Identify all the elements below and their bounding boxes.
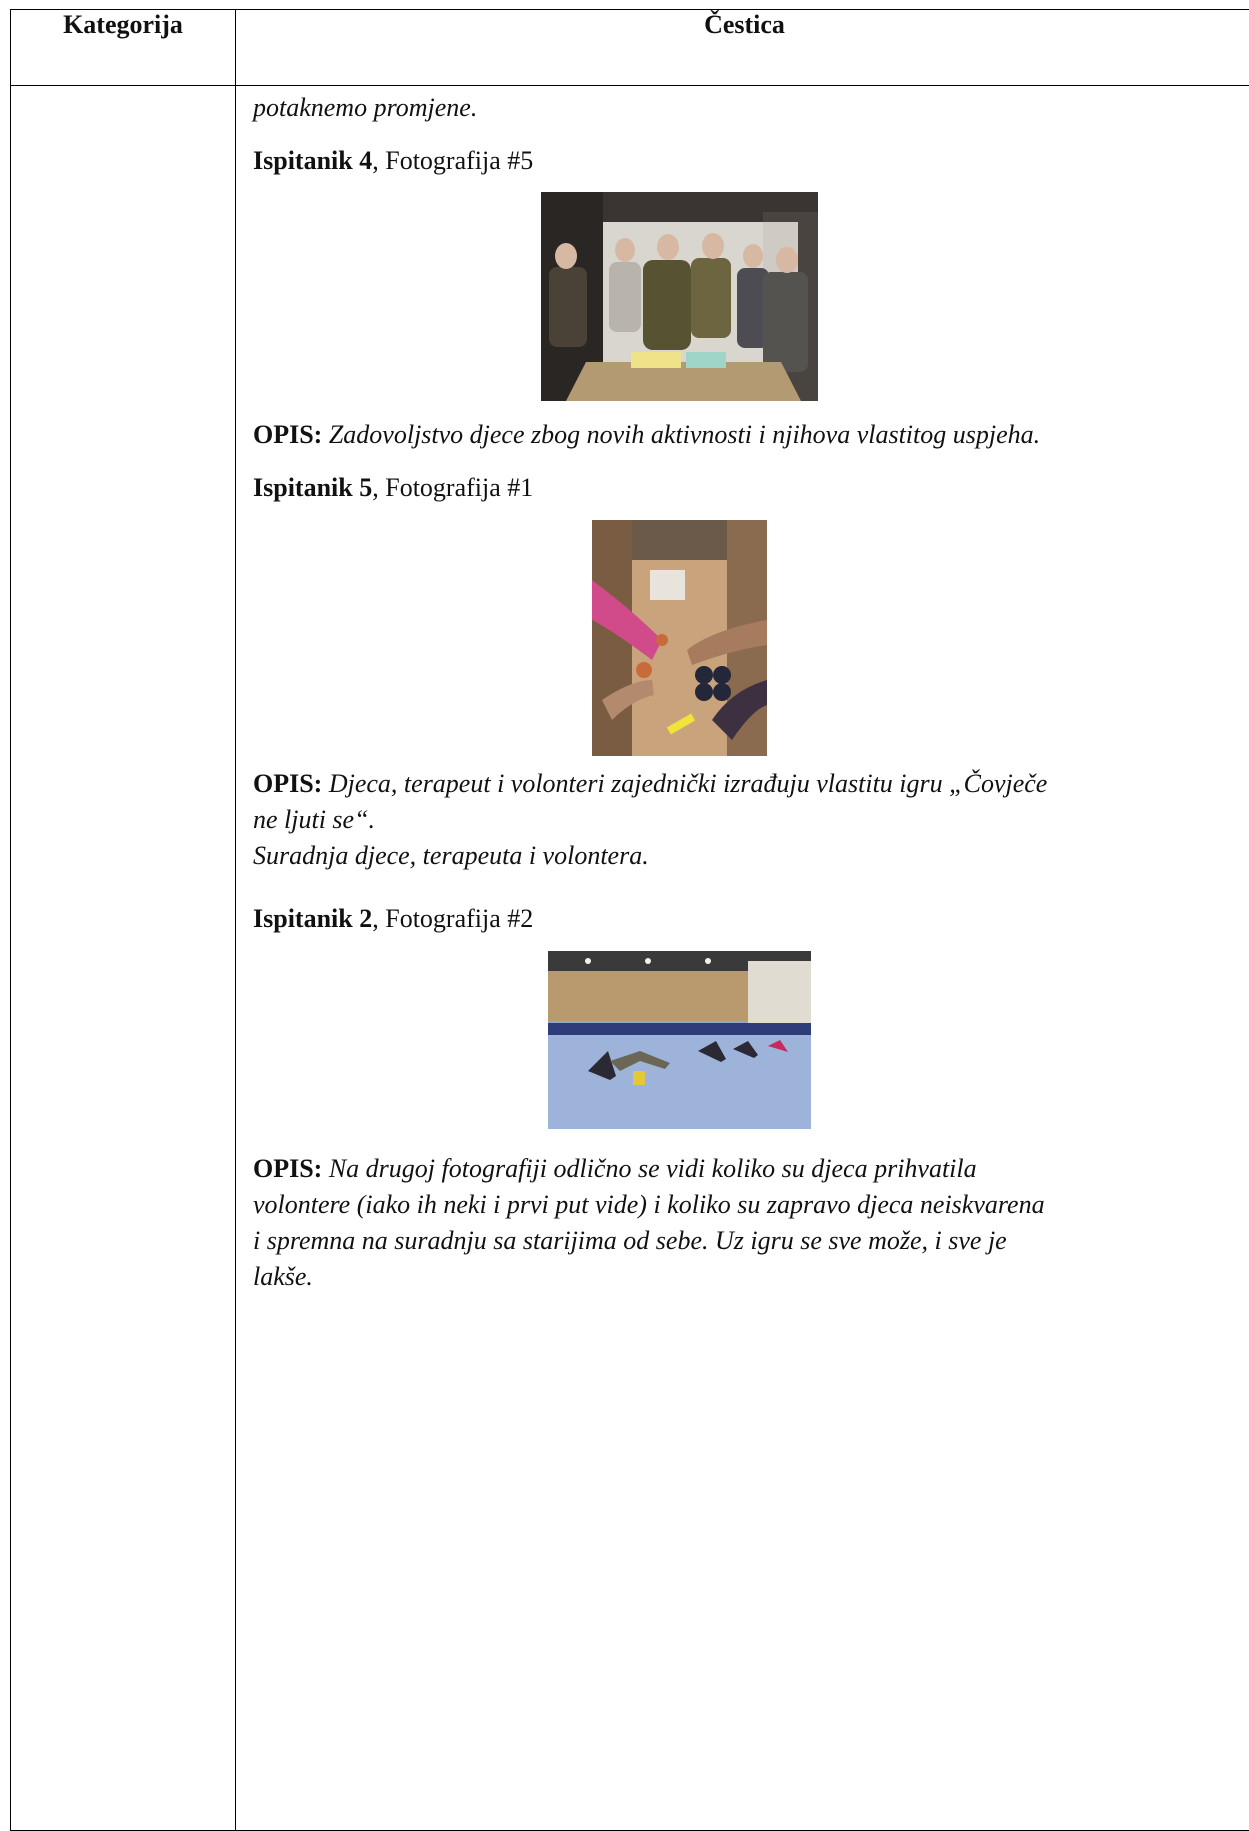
header-item: Čestica [236, 10, 1249, 86]
description-text: Suradnja djece, terapeuta i volontera. [253, 841, 649, 870]
crafting-photo [592, 520, 767, 756]
respondent-label: Ispitanik 5 [253, 473, 373, 502]
photo-reference: , Fotografija #2 [372, 904, 534, 933]
photo-reference: , Fotografija #1 [372, 473, 534, 502]
category-table [10, 9, 1249, 1831]
description-text: i spremna na suradnju sa starijima od sebe. Uz igru se sve može, i sve je [253, 1226, 1007, 1255]
description-text: Djeca, terapeut i volonteri zajednički izrađuju vlastitu igru „Čovječe [322, 769, 1048, 798]
description-label: OPIS: [253, 420, 323, 449]
entry-heading [253, 143, 533, 179]
entry-description [253, 417, 1040, 453]
description-text: Na drugoj fotografiji odlično se vidi koliko su djeca prihvatila [322, 1154, 977, 1183]
description-label: OPIS: [253, 769, 323, 798]
description-text: volontere (iako ih neki i prvi put vide) i koliko su zapravo djeca neiskvarena [253, 1190, 1045, 1219]
group-photo [541, 192, 818, 401]
photo-reference: , Fotografija #5 [372, 146, 534, 175]
description-text: ne ljuti se“. [253, 805, 376, 834]
respondent-label: Ispitanik 2 [253, 904, 373, 933]
entry-description [253, 1151, 977, 1187]
gym-photo [548, 951, 811, 1129]
header-category: Kategorija [11, 10, 236, 86]
description-label: OPIS: [253, 1154, 323, 1183]
entry-heading [253, 901, 533, 937]
entry-description [253, 766, 1047, 802]
description-text: Zadovoljstvo djece zbog novih aktivnosti i njihova vlastitog uspjeha. [322, 420, 1041, 449]
entry-heading [253, 470, 533, 506]
intro-continuation: potaknemo promjene. [253, 93, 478, 122]
table-row [11, 86, 1249, 1831]
description-text: lakše. [253, 1262, 313, 1291]
table-header-row [11, 10, 1249, 86]
item-cell [236, 86, 1249, 1831]
category-cell [11, 86, 236, 1831]
respondent-label: Ispitanik 4 [253, 146, 373, 175]
